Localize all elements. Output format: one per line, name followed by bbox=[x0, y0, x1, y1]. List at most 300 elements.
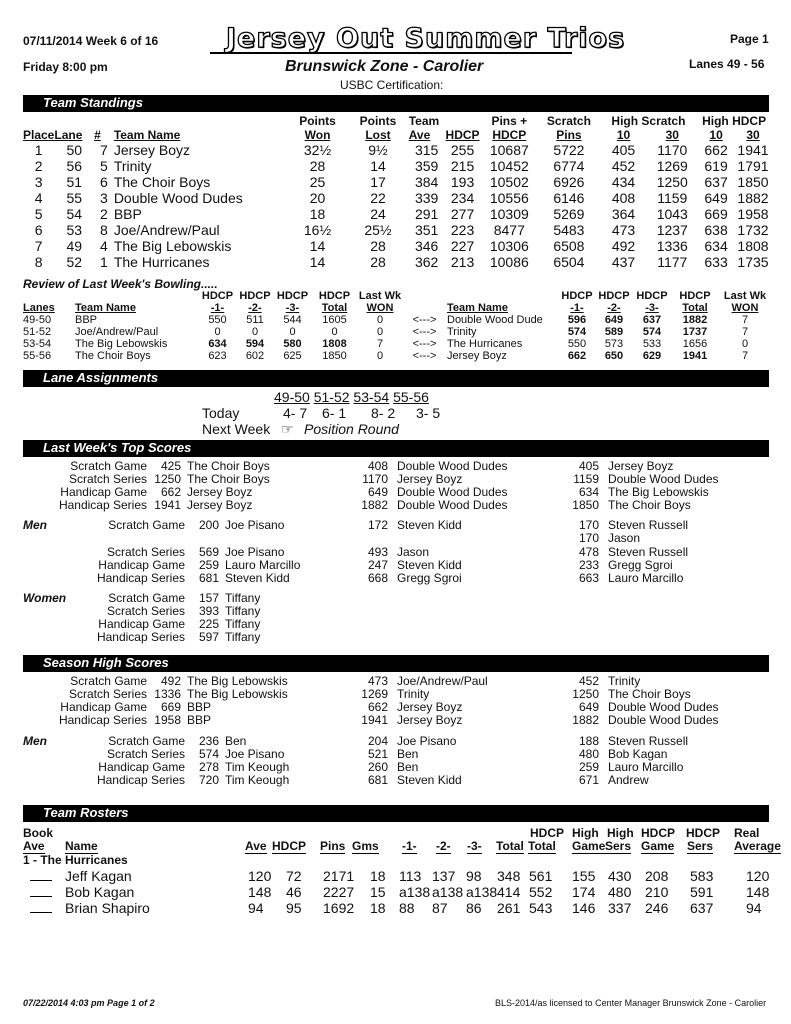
col-high-hdcp: High HDCP bbox=[702, 114, 767, 128]
score-name: Tiffany bbox=[225, 604, 261, 618]
standings-row bbox=[23, 254, 771, 270]
score-name: Double Wood Dudes bbox=[397, 498, 508, 512]
roster-col-label: Game bbox=[572, 839, 606, 853]
score-name: Double Wood Dudes bbox=[608, 472, 719, 486]
roster-hdg: 208 bbox=[645, 868, 669, 884]
roster-col-label: Ave bbox=[245, 839, 267, 853]
standings-cell: 1958 bbox=[737, 206, 769, 222]
standings-col-label: Lost bbox=[365, 128, 391, 142]
review-col-label: -2- bbox=[607, 302, 621, 314]
women-label: Women bbox=[23, 591, 67, 605]
score-name: Trinity bbox=[608, 674, 641, 688]
standings-cell: 1237 bbox=[656, 222, 688, 238]
score-name: The Choir Boys bbox=[187, 472, 270, 486]
standings-cell: 49 bbox=[66, 238, 83, 254]
lane-assignments-header: Lane Assignments bbox=[23, 370, 769, 387]
lanes-range: Lanes 49 - 56 bbox=[689, 57, 765, 71]
review-team-a: Joe/Andrew/Paul bbox=[75, 326, 159, 338]
standings-cell: 56 bbox=[66, 158, 83, 174]
review-col-label: HDCP bbox=[276, 290, 309, 302]
lane-pair: 53-54 bbox=[353, 389, 390, 405]
review-vs-arrow: <---> bbox=[412, 350, 437, 362]
standings-col-label: # bbox=[94, 128, 101, 142]
standings-cell: 315 bbox=[414, 142, 439, 158]
standings-cell: 437 bbox=[611, 254, 636, 270]
score-name: Jason bbox=[608, 531, 641, 545]
standings-cell: 291 bbox=[414, 206, 439, 222]
standings-cell: 1043 bbox=[656, 206, 688, 222]
score-value: 473 bbox=[367, 674, 388, 688]
standings-cell: 255 bbox=[450, 142, 475, 158]
review-lanes: 55-56 bbox=[23, 350, 52, 362]
standings-cell: 2 bbox=[34, 158, 43, 174]
standings-cell: 4 bbox=[34, 190, 43, 206]
standings-cell: 8 bbox=[34, 254, 43, 270]
standings-row bbox=[23, 174, 771, 190]
score-value: 1269 bbox=[361, 687, 388, 701]
score-name: Gregg Sgroi bbox=[397, 571, 462, 585]
score-name: Steven Russell bbox=[608, 545, 689, 559]
score-value: 1882 bbox=[361, 498, 388, 512]
standings-cell: 3 bbox=[100, 190, 108, 206]
roster-col-label: Total bbox=[528, 839, 556, 853]
score-value: 1941 bbox=[361, 713, 388, 727]
score-value: 405 bbox=[578, 459, 599, 473]
standings-cell: 492 bbox=[611, 238, 636, 254]
score-name: Andrew bbox=[608, 773, 649, 787]
standings-col-label: Lane bbox=[54, 128, 83, 142]
review-row bbox=[23, 338, 771, 350]
standings-cell: 10556 bbox=[489, 190, 529, 206]
review-score-b: 1656 bbox=[682, 338, 708, 350]
standings-cell: BBP bbox=[113, 206, 142, 222]
score-name: Jersey Boyz bbox=[608, 459, 674, 473]
team-standings-header: Team Standings bbox=[23, 95, 769, 112]
roster-hdg: 210 bbox=[645, 884, 669, 900]
standings-cell: 364 bbox=[611, 206, 636, 222]
roster-col-label: Sers bbox=[605, 839, 632, 853]
score-name: BBP bbox=[187, 713, 212, 727]
standings-row bbox=[23, 206, 771, 222]
review-score-b: 550 bbox=[567, 338, 587, 350]
roster-total: 414 bbox=[497, 884, 521, 900]
standings-cell: 2 bbox=[100, 206, 108, 222]
review-col-label: -3- bbox=[645, 302, 659, 314]
col-points-won: Points bbox=[299, 114, 336, 128]
score-name: Steven Russell bbox=[608, 734, 689, 748]
standings-cell: 362 bbox=[414, 254, 439, 270]
roster-head-high1: High bbox=[572, 826, 599, 840]
standings-col-label: 30 bbox=[665, 128, 679, 142]
roster-hds: 583 bbox=[690, 868, 714, 884]
roster-pins: 2171 bbox=[323, 868, 355, 884]
score-value: 669 bbox=[160, 700, 181, 714]
review-score-a: 511 bbox=[246, 314, 264, 326]
review-col-label: Total bbox=[682, 302, 708, 314]
review-score-a: 0 bbox=[376, 350, 384, 362]
score-value: 681 bbox=[367, 773, 388, 787]
standings-cell: 6 bbox=[34, 222, 43, 238]
standings-cell: 10452 bbox=[489, 158, 529, 174]
review-col-label: -1- bbox=[570, 302, 584, 314]
score-name: The Choir Boys bbox=[608, 687, 691, 701]
roster-real: 94 bbox=[746, 900, 762, 916]
next-week-label: Next Week bbox=[202, 421, 271, 437]
review-col-label: WON bbox=[731, 302, 759, 314]
standings-cell: 227 bbox=[450, 238, 475, 254]
standings-cell: 20 bbox=[309, 190, 326, 206]
score-name: Jersey Boyz bbox=[397, 472, 463, 486]
review-row bbox=[23, 326, 771, 338]
standings-cell: 359 bbox=[414, 158, 439, 174]
score-category: Handicap Game bbox=[98, 558, 185, 572]
score-name: Double Wood Dudes bbox=[397, 485, 508, 499]
review-team-a: The Big Lebowskis bbox=[75, 338, 168, 350]
score-name: Lauro Marcillo bbox=[608, 571, 684, 585]
review-vs-arrow: <---> bbox=[412, 326, 437, 338]
standings-row bbox=[23, 142, 771, 158]
standings-cell: 17 bbox=[370, 174, 386, 190]
standings-cell: 662 bbox=[704, 142, 728, 158]
review-score-b: 637 bbox=[642, 314, 662, 326]
standings-cell: 9½ bbox=[368, 142, 388, 158]
standings-cell: 51 bbox=[66, 174, 83, 190]
roster-head-high2: High bbox=[607, 826, 634, 840]
score-value: 1336 bbox=[154, 687, 181, 701]
score-category: Handicap Game bbox=[98, 617, 185, 631]
roster-col-label: Total bbox=[496, 839, 524, 853]
standings-cell: 53 bbox=[66, 222, 83, 238]
standings-cell: 1159 bbox=[657, 190, 688, 206]
score-name: Ben bbox=[225, 734, 247, 748]
score-category: Scratch Series bbox=[68, 687, 147, 701]
roster-hdcp: 72 bbox=[286, 868, 302, 884]
roster-g3: 86 bbox=[466, 900, 482, 916]
score-value: 200 bbox=[198, 518, 219, 532]
standings-table bbox=[23, 114, 771, 270]
standings-cell: 277 bbox=[450, 206, 475, 222]
score-name: Lauro Marcillo bbox=[225, 558, 301, 572]
roster-htotal: 552 bbox=[529, 884, 553, 900]
roster-col-label: Ave bbox=[23, 839, 45, 853]
review-score-a: 1605 bbox=[322, 314, 347, 326]
standings-cell: 1882 bbox=[737, 190, 769, 206]
score-value: 569 bbox=[198, 545, 219, 559]
score-name: The Choir Boys bbox=[608, 498, 691, 512]
score-category: Scratch Series bbox=[106, 545, 185, 559]
score-category: Handicap Series bbox=[58, 498, 147, 512]
roster-g3: a138 bbox=[466, 884, 498, 900]
roster-g2: 137 bbox=[432, 868, 456, 884]
review-row bbox=[23, 314, 771, 326]
review-score-b: 1941 bbox=[682, 350, 708, 362]
roster-real: 120 bbox=[746, 868, 770, 884]
standings-cell: 5269 bbox=[553, 206, 585, 222]
review-col-label: Last Wk bbox=[358, 290, 402, 302]
score-value: 225 bbox=[198, 617, 219, 631]
col-points-lost: Points bbox=[359, 114, 397, 128]
score-name: Double Wood Dudes bbox=[608, 713, 719, 727]
score-name: Jersey Boyz bbox=[397, 713, 463, 727]
standings-cell: 669 bbox=[704, 206, 728, 222]
review-vs-arrow: <---> bbox=[412, 338, 437, 350]
today-pairing-1: 4- 7 bbox=[283, 405, 308, 421]
review-score-a: 0 bbox=[214, 326, 221, 338]
score-value: 425 bbox=[160, 459, 181, 473]
roster-head-hdcp: HDCP bbox=[530, 826, 565, 840]
review-score-a: 602 bbox=[245, 350, 265, 362]
standings-header-row2 bbox=[23, 128, 771, 142]
standings-cell: 223 bbox=[450, 222, 475, 238]
review-col-label: Last Wk bbox=[723, 290, 767, 302]
standings-cell: 6 bbox=[100, 174, 108, 190]
review-score-a: 594 bbox=[245, 338, 265, 350]
standings-cell: 28 bbox=[370, 254, 386, 270]
score-name: Jason bbox=[397, 545, 430, 559]
score-value: 170 bbox=[578, 518, 599, 532]
score-value: 493 bbox=[367, 545, 388, 559]
review-col-label: HDCP bbox=[679, 290, 711, 302]
roster-col-label: Pins bbox=[320, 839, 346, 853]
review-lanes: 51-52 bbox=[23, 326, 52, 338]
review-score-b: 574 bbox=[642, 326, 662, 338]
today-label: Today bbox=[202, 405, 240, 421]
standings-row bbox=[23, 222, 771, 238]
review-score-b: 7 bbox=[741, 350, 749, 362]
standings-cell: 649 bbox=[704, 190, 728, 206]
standings-row bbox=[23, 190, 771, 206]
review-col-label: Total bbox=[321, 302, 348, 314]
today-pairing-2: 6- 1 bbox=[322, 405, 347, 421]
review-score-b: 596 bbox=[567, 314, 587, 326]
standings-cell: 434 bbox=[611, 174, 636, 190]
roster-col-label: -3- bbox=[467, 839, 482, 853]
score-name: Bob Kagan bbox=[608, 747, 668, 761]
review-col-label: HDCP bbox=[561, 290, 593, 302]
score-value: 597 bbox=[198, 630, 219, 644]
roster-ave: 148 bbox=[248, 884, 272, 900]
score-value: 662 bbox=[160, 485, 181, 499]
standings-col-label: 10 bbox=[616, 128, 631, 142]
standings-cell: 213 bbox=[450, 254, 475, 270]
roster-pins: 2227 bbox=[323, 884, 355, 900]
review-score-a: 0 bbox=[331, 326, 338, 338]
score-value: 521 bbox=[367, 747, 388, 761]
standings-cell: 1170 bbox=[657, 142, 688, 158]
standings-cell: 1336 bbox=[656, 238, 688, 254]
book-average-blank bbox=[30, 896, 52, 897]
standings-cell: 25 bbox=[309, 174, 326, 190]
lane-pair: 49-50 bbox=[274, 389, 310, 405]
score-value: 1850 bbox=[572, 498, 599, 512]
standings-cell: The Choir Boys bbox=[113, 174, 211, 190]
standings-cell: 8 bbox=[100, 222, 108, 238]
review-col-label: HDCP bbox=[201, 290, 234, 302]
roster-total: 261 bbox=[497, 900, 521, 916]
review-score-a: 634 bbox=[208, 338, 227, 350]
review-score-b: 589 bbox=[604, 326, 624, 338]
standings-cell: 25½ bbox=[364, 222, 392, 238]
today-pairing-4: 3- 5 bbox=[416, 405, 441, 421]
roster-col-label: Game bbox=[641, 839, 675, 853]
standings-cell: 18 bbox=[309, 206, 326, 222]
standings-cell: 351 bbox=[414, 222, 439, 238]
standings-cell: 1735 bbox=[737, 254, 769, 270]
roster-book-label: Book bbox=[23, 826, 53, 840]
score-value: 1170 bbox=[362, 472, 388, 486]
standings-cell: 405 bbox=[611, 142, 636, 158]
roster-total: 348 bbox=[497, 868, 521, 884]
score-value: 492 bbox=[160, 674, 181, 688]
score-name: Steven Kidd bbox=[397, 518, 462, 532]
bowling-center: Brunswick Zone - Carolier bbox=[285, 58, 484, 75]
season-high-scores-header: Season High Scores bbox=[23, 655, 769, 672]
standings-cell: 339 bbox=[414, 190, 439, 206]
score-value: 478 bbox=[578, 545, 599, 559]
score-name: Steven Kidd bbox=[225, 571, 290, 585]
roster-hds: 591 bbox=[690, 884, 714, 900]
standings-cell: The Hurricanes bbox=[113, 254, 210, 270]
standings-col-label: 30 bbox=[746, 128, 760, 142]
roster-g1: 113 bbox=[399, 868, 422, 884]
review-col-label: WON bbox=[366, 302, 394, 314]
roster-col-label: Average bbox=[734, 839, 781, 853]
score-name: Lauro Marcillo bbox=[608, 760, 684, 774]
standings-cell: 5483 bbox=[553, 222, 585, 238]
review-score-b: 649 bbox=[604, 314, 624, 326]
score-name: Joe Pisano bbox=[397, 734, 457, 748]
score-value: 170 bbox=[578, 531, 599, 545]
standings-cell: 7 bbox=[34, 238, 43, 254]
standings-cell: 50 bbox=[66, 142, 83, 158]
standings-cell: 452 bbox=[611, 158, 636, 174]
score-category: Handicap Game bbox=[60, 485, 147, 499]
score-category: Handicap Series bbox=[96, 630, 185, 644]
roster-g2: 87 bbox=[432, 900, 448, 916]
standings-cell: 1941 bbox=[737, 142, 769, 158]
standings-cell: 4 bbox=[100, 238, 108, 254]
standings-cell: 1791 bbox=[737, 158, 769, 174]
score-name: Jersey Boyz bbox=[187, 498, 253, 512]
standings-cell: 10086 bbox=[489, 254, 529, 270]
standings-cell: Jersey Boyz bbox=[113, 142, 191, 158]
next-week-value: Position Round bbox=[304, 421, 399, 437]
roster-hs: 337 bbox=[608, 900, 632, 916]
standings-cell: 16½ bbox=[303, 222, 332, 238]
score-name: Tiffany bbox=[225, 617, 261, 631]
standings-cell: 1250 bbox=[656, 174, 688, 190]
footer-printed-date: 07/22/2014 4:03 pm Page 1 of 2 bbox=[23, 998, 155, 1008]
standings-cell: 3 bbox=[34, 174, 43, 190]
score-value: 188 bbox=[578, 734, 599, 748]
standings-col-label: HDCP bbox=[445, 128, 480, 142]
standings-cell: 14 bbox=[309, 238, 326, 254]
roster-real: 148 bbox=[746, 884, 770, 900]
col-scratch: Scratch bbox=[546, 114, 591, 128]
score-category: Scratch Game bbox=[108, 591, 185, 605]
standings-cell: 10306 bbox=[489, 238, 529, 254]
review-title: Review of Last Week's Bowling..... bbox=[23, 277, 218, 291]
review-score-a: 625 bbox=[283, 350, 302, 362]
standings-cell: 24 bbox=[370, 206, 386, 222]
standings-cell: 8477 bbox=[493, 222, 525, 238]
score-category: Scratch Game bbox=[70, 459, 147, 473]
standings-cell: 619 bbox=[704, 158, 728, 174]
team-rosters-header: Team Rosters bbox=[23, 805, 769, 822]
review-score-b: 533 bbox=[642, 338, 662, 350]
roster-hs: 480 bbox=[608, 884, 632, 900]
standings-cell: 32½ bbox=[303, 142, 332, 158]
roster-head-hdcp2: HDCP bbox=[641, 826, 676, 840]
score-value: 452 bbox=[578, 674, 599, 688]
pointing-hand-icon: ☞ bbox=[281, 421, 294, 437]
roster-g1: 88 bbox=[399, 900, 415, 916]
standings-cell: 1177 bbox=[657, 254, 688, 270]
review-col-label: HDCP bbox=[239, 290, 271, 302]
score-value: 1250 bbox=[572, 687, 599, 701]
standings-cell: 5 bbox=[34, 206, 43, 222]
review-team-a: The Choir Boys bbox=[75, 350, 151, 362]
standings-cell: 1269 bbox=[656, 158, 688, 174]
score-value: 480 bbox=[578, 747, 599, 761]
standings-cell: 1808 bbox=[737, 238, 769, 254]
review-col-label bbox=[447, 290, 559, 302]
standings-cell: 637 bbox=[704, 174, 728, 190]
standings-cell: 10687 bbox=[489, 142, 529, 158]
roster-hg: 174 bbox=[572, 884, 596, 900]
standings-cell: 638 bbox=[704, 222, 728, 238]
standings-cell: 22 bbox=[370, 190, 386, 206]
roster-hs: 430 bbox=[608, 868, 632, 884]
score-value: 663 bbox=[578, 571, 599, 585]
standings-cell: 1 bbox=[100, 254, 108, 270]
roster-hg: 146 bbox=[572, 900, 596, 916]
score-value: 1958 bbox=[154, 713, 181, 727]
score-name: Double Wood Dudes bbox=[397, 459, 508, 473]
title-rule bbox=[210, 52, 572, 54]
league-title-logo: Jersey Out Summer Trios bbox=[226, 23, 626, 54]
review-lanes: 49-50 bbox=[23, 314, 52, 326]
standings-col-label: Team Name bbox=[113, 128, 181, 142]
standings-col-label: Place bbox=[23, 128, 55, 142]
score-value: 172 bbox=[367, 518, 388, 532]
score-name: Double Wood Dudes bbox=[608, 700, 719, 714]
score-value: 278 bbox=[198, 760, 219, 774]
roster-hdcp: 95 bbox=[286, 900, 302, 916]
review-vs-arrow: <---> bbox=[412, 314, 437, 326]
score-category: Scratch Series bbox=[68, 472, 147, 486]
roster-col-label: -1- bbox=[402, 839, 417, 853]
review-col-label: Team Name bbox=[447, 302, 508, 314]
lane-pairs bbox=[274, 389, 429, 405]
review-score-b: 1737 bbox=[682, 326, 708, 338]
standings-cell: 346 bbox=[414, 238, 439, 254]
roster-gms: 15 bbox=[370, 884, 386, 900]
standings-cell: 28 bbox=[370, 238, 386, 254]
page-number: Page 1 bbox=[730, 32, 769, 46]
score-name: Ben bbox=[397, 747, 419, 761]
review-col-label bbox=[402, 290, 447, 302]
score-name: Steven Russell bbox=[608, 518, 689, 532]
review-score-b: 573 bbox=[604, 338, 624, 350]
roster-col-label: Gms bbox=[352, 839, 379, 853]
score-value: 681 bbox=[198, 571, 219, 585]
review-score-a: 0 bbox=[289, 326, 296, 338]
score-value: 668 bbox=[367, 571, 388, 585]
score-category: Scratch Series bbox=[106, 604, 185, 618]
standings-cell: 7 bbox=[100, 142, 108, 158]
review-lanes: 53-54 bbox=[23, 338, 52, 350]
